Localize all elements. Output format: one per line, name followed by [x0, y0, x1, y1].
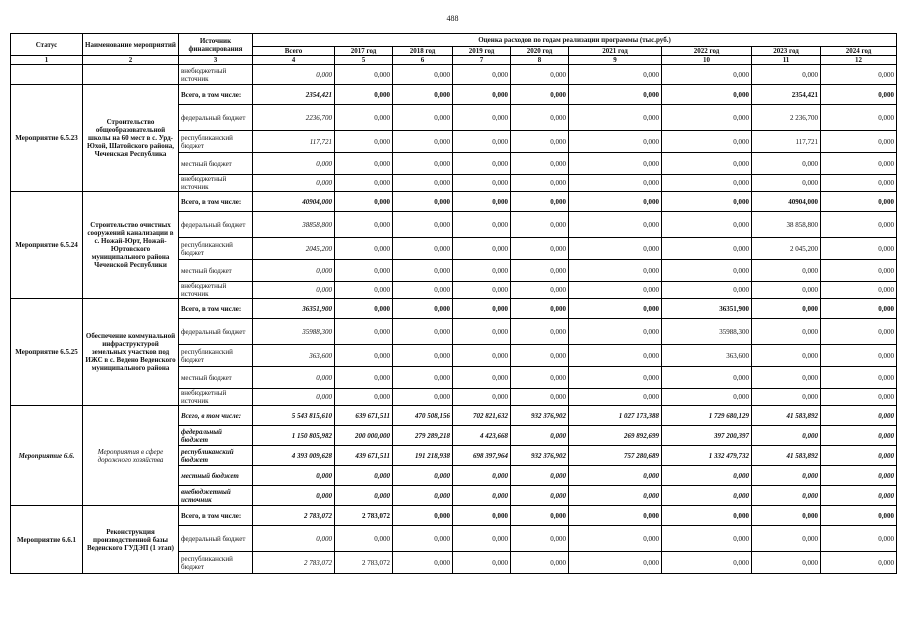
- measure-name-cell: Мероприятия в сфере дорожного хозяйства: [83, 406, 179, 506]
- value-cell: 0,000: [453, 65, 511, 85]
- value-cell: 2 236,700: [752, 105, 821, 131]
- col-index: 9: [569, 56, 662, 65]
- value-cell: 0,000: [253, 526, 335, 552]
- source-cell: внебюджетный источник: [179, 486, 253, 506]
- source-cell: Всего, в том числе:: [179, 299, 253, 319]
- value-cell: 0,000: [569, 260, 662, 282]
- value-cell: 0,000: [453, 367, 511, 389]
- value-cell: 0,000: [752, 65, 821, 85]
- value-cell: 0,000: [511, 319, 569, 345]
- value-cell: 2 783,072: [335, 552, 393, 574]
- value-cell: 0,000: [752, 486, 821, 506]
- source-cell: местный бюджет: [179, 367, 253, 389]
- source-cell: Всего, в том числе:: [179, 506, 253, 526]
- value-cell: 0,000: [253, 153, 335, 175]
- value-cell: 35988,300: [662, 319, 752, 345]
- value-cell: 0,000: [453, 299, 511, 319]
- source-cell: Всего, в том числе:: [179, 85, 253, 105]
- source-cell: внебюджетный источник: [179, 389, 253, 406]
- value-cell: 1 332 479,732: [662, 446, 752, 466]
- value-cell: 0,000: [393, 486, 453, 506]
- value-cell: 0,000: [335, 131, 393, 153]
- value-cell: 0,000: [253, 466, 335, 486]
- col-index: 5: [335, 56, 393, 65]
- source-cell: республиканский бюджет: [179, 238, 253, 260]
- status-cell: Мероприятие 6.6.: [11, 406, 83, 506]
- value-cell: 0,000: [569, 153, 662, 175]
- col-index: 7: [453, 56, 511, 65]
- table-row: [11, 85, 897, 105]
- value-cell: 0,000: [821, 105, 897, 131]
- value-cell: 0,000: [335, 282, 393, 299]
- col-index: 10: [662, 56, 752, 65]
- value-cell: 0,000: [511, 175, 569, 192]
- value-cell: 0,000: [662, 85, 752, 105]
- value-cell: 698 397,964: [453, 446, 511, 466]
- value-cell: 0,000: [335, 192, 393, 212]
- value-cell: 2 045,200: [752, 238, 821, 260]
- status-cell: Мероприятие 6.5.25: [11, 299, 83, 406]
- value-cell: 0,000: [453, 105, 511, 131]
- value-cell: 0,000: [511, 389, 569, 406]
- value-cell: 0,000: [393, 282, 453, 299]
- value-cell: 0,000: [569, 192, 662, 212]
- value-cell: 0,000: [453, 486, 511, 506]
- value-cell: 0,000: [453, 175, 511, 192]
- table-row: [11, 506, 897, 526]
- value-cell: 0,000: [511, 238, 569, 260]
- value-cell: 0,000: [569, 552, 662, 574]
- value-cell: 0,000: [335, 260, 393, 282]
- value-cell: 117,721: [752, 131, 821, 153]
- value-cell: 0,000: [569, 238, 662, 260]
- col-index: 12: [821, 56, 897, 65]
- value-cell: 0,000: [821, 260, 897, 282]
- value-cell: 0,000: [662, 526, 752, 552]
- col-index: 2: [83, 56, 179, 65]
- value-cell: 0,000: [569, 299, 662, 319]
- value-cell: 0,000: [569, 486, 662, 506]
- source-cell: республиканский бюджет: [179, 345, 253, 367]
- value-cell: 0,000: [453, 526, 511, 552]
- value-cell: 0,000: [393, 319, 453, 345]
- value-cell: 0,000: [821, 299, 897, 319]
- value-cell: 0,000: [335, 175, 393, 192]
- value-cell: 0,000: [821, 238, 897, 260]
- col-year-header: 2024 год: [821, 47, 897, 56]
- value-cell: 0,000: [569, 319, 662, 345]
- value-cell: 470 508,156: [393, 406, 453, 426]
- value-cell: 0,000: [662, 282, 752, 299]
- col-index: 6: [393, 56, 453, 65]
- measure-name-cell: [83, 65, 179, 85]
- value-cell: 397 200,397: [662, 426, 752, 446]
- value-cell: 0,000: [393, 238, 453, 260]
- value-cell: 0,000: [335, 85, 393, 105]
- value-cell: 363,600: [253, 345, 335, 367]
- value-cell: 0,000: [569, 175, 662, 192]
- value-cell: 0,000: [821, 552, 897, 574]
- source-cell: местный бюджет: [179, 153, 253, 175]
- value-cell: 639 671,511: [335, 406, 393, 426]
- value-cell: 0,000: [662, 192, 752, 212]
- value-cell: 0,000: [821, 153, 897, 175]
- value-cell: 2236,700: [253, 105, 335, 131]
- value-cell: 0,000: [752, 367, 821, 389]
- value-cell: 0,000: [569, 282, 662, 299]
- status-cell: Мероприятие 6.6.1: [11, 506, 83, 574]
- value-cell: 0,000: [821, 389, 897, 406]
- value-cell: 0,000: [821, 212, 897, 238]
- value-cell: 0,000: [821, 446, 897, 466]
- value-cell: 0,000: [569, 85, 662, 105]
- value-cell: 0,000: [821, 345, 897, 367]
- value-cell: 0,000: [752, 260, 821, 282]
- source-cell: внебюджетный источник: [179, 65, 253, 85]
- value-cell: 0,000: [393, 131, 453, 153]
- value-cell: 2 783,072: [253, 552, 335, 574]
- source-cell: федеральный бюджет: [179, 212, 253, 238]
- value-cell: 0,000: [253, 367, 335, 389]
- value-cell: 0,000: [662, 212, 752, 238]
- value-cell: 0,000: [253, 175, 335, 192]
- value-cell: 363,600: [662, 345, 752, 367]
- source-cell: федеральный бюджет: [179, 526, 253, 552]
- value-cell: 0,000: [511, 260, 569, 282]
- col-year-header: 2021 год: [569, 47, 662, 56]
- value-cell: 0,000: [253, 65, 335, 85]
- value-cell: 0,000: [453, 260, 511, 282]
- value-cell: 0,000: [453, 506, 511, 526]
- value-cell: 0,000: [752, 426, 821, 446]
- source-cell: республиканский бюджет: [179, 446, 253, 466]
- value-cell: 0,000: [253, 282, 335, 299]
- col-index: 11: [752, 56, 821, 65]
- value-cell: 0,000: [511, 466, 569, 486]
- value-cell: 932 376,902: [511, 446, 569, 466]
- value-cell: 0,000: [662, 389, 752, 406]
- value-cell: 36351,900: [662, 299, 752, 319]
- source-cell: внебюджетный источник: [179, 175, 253, 192]
- table-body: [11, 65, 897, 574]
- value-cell: 0,000: [393, 299, 453, 319]
- value-cell: 0,000: [752, 319, 821, 345]
- col-year-header: 2023 год: [752, 47, 821, 56]
- estimate-header: Оценка расходов по годам реализации программы (тыс.руб.): [253, 34, 897, 47]
- value-cell: 0,000: [821, 406, 897, 426]
- value-cell: 0,000: [752, 552, 821, 574]
- value-cell: 0,000: [511, 345, 569, 367]
- value-cell: 0,000: [511, 426, 569, 446]
- source-cell: местный бюджет: [179, 466, 253, 486]
- value-cell: 0,000: [662, 105, 752, 131]
- value-cell: 0,000: [511, 65, 569, 85]
- value-cell: 0,000: [511, 153, 569, 175]
- value-cell: 0,000: [752, 526, 821, 552]
- value-cell: 40904,000: [752, 192, 821, 212]
- value-cell: 0,000: [821, 506, 897, 526]
- value-cell: 2354,421: [253, 85, 335, 105]
- col-year-header: 2022 год: [662, 47, 752, 56]
- value-cell: 0,000: [511, 299, 569, 319]
- value-cell: 0,000: [662, 367, 752, 389]
- value-cell: 0,000: [569, 466, 662, 486]
- value-cell: 0,000: [393, 175, 453, 192]
- value-cell: 0,000: [662, 238, 752, 260]
- value-cell: 0,000: [335, 299, 393, 319]
- value-cell: 0,000: [393, 85, 453, 105]
- col-year-header: 2018 год: [393, 47, 453, 56]
- value-cell: 0,000: [511, 192, 569, 212]
- value-cell: 0,000: [511, 131, 569, 153]
- value-cell: 0,000: [453, 238, 511, 260]
- value-cell: 0,000: [752, 466, 821, 486]
- value-cell: 0,000: [511, 552, 569, 574]
- value-cell: 0,000: [511, 367, 569, 389]
- value-cell: 0,000: [393, 345, 453, 367]
- value-cell: 0,000: [393, 212, 453, 238]
- value-cell: 0,000: [253, 486, 335, 506]
- value-cell: 0,000: [662, 153, 752, 175]
- value-cell: 0,000: [335, 526, 393, 552]
- value-cell: 2354,421: [752, 85, 821, 105]
- col-name-header: Наименование мероприятий: [83, 34, 179, 56]
- value-cell: 0,000: [752, 299, 821, 319]
- value-cell: 269 892,699: [569, 426, 662, 446]
- status-cell: Мероприятие 6.5.23: [11, 85, 83, 192]
- value-cell: 0,000: [335, 345, 393, 367]
- value-cell: 0,000: [662, 552, 752, 574]
- col-index: 8: [511, 56, 569, 65]
- value-cell: 0,000: [821, 175, 897, 192]
- value-cell: 36351,900: [253, 299, 335, 319]
- value-cell: 0,000: [393, 65, 453, 85]
- col-index: 4: [253, 56, 335, 65]
- col-year-header: 2019 год: [453, 47, 511, 56]
- value-cell: 0,000: [453, 552, 511, 574]
- value-cell: 0,000: [453, 131, 511, 153]
- table-row: [11, 65, 897, 85]
- value-cell: 0,000: [511, 282, 569, 299]
- measure-name-cell: Строительство общеобразовательной школы на 60 мест в с. Урд-Юхой, Шатойского района, Чеченская Республика: [83, 85, 179, 192]
- value-cell: 0,000: [569, 389, 662, 406]
- measure-name-cell: Реконструкция производственной базы Веденского ГУДЭП (1 этап): [83, 506, 179, 574]
- value-cell: 0,000: [393, 552, 453, 574]
- value-cell: 40904,000: [253, 192, 335, 212]
- col-source-header: Источник финансирования: [179, 34, 253, 56]
- value-cell: 0,000: [393, 260, 453, 282]
- col-status-header: Статус: [11, 34, 83, 56]
- value-cell: 0,000: [662, 260, 752, 282]
- value-cell: 0,000: [453, 319, 511, 345]
- value-cell: 0,000: [821, 65, 897, 85]
- table-row: [11, 192, 897, 212]
- value-cell: 0,000: [511, 526, 569, 552]
- budget-table: [10, 33, 897, 574]
- value-cell: 0,000: [453, 192, 511, 212]
- source-cell: Всего, в том числе:: [179, 192, 253, 212]
- source-cell: внебюджетный источник: [179, 282, 253, 299]
- col-index: 3: [179, 56, 253, 65]
- value-cell: 0,000: [511, 506, 569, 526]
- value-cell: 0,000: [752, 153, 821, 175]
- value-cell: 0,000: [453, 345, 511, 367]
- source-cell: местный бюджет: [179, 260, 253, 282]
- value-cell: 0,000: [569, 131, 662, 153]
- value-cell: 0,000: [253, 260, 335, 282]
- value-cell: 0,000: [662, 466, 752, 486]
- value-cell: 279 289,218: [393, 426, 453, 446]
- value-cell: 0,000: [335, 367, 393, 389]
- value-cell: 0,000: [662, 486, 752, 506]
- value-cell: 0,000: [335, 486, 393, 506]
- value-cell: 2 783,072: [335, 506, 393, 526]
- value-cell: 0,000: [453, 282, 511, 299]
- value-cell: 0,000: [335, 65, 393, 85]
- value-cell: 0,000: [662, 506, 752, 526]
- value-cell: 0,000: [511, 486, 569, 506]
- value-cell: 0,000: [662, 175, 752, 192]
- value-cell: 0,000: [453, 85, 511, 105]
- table-row: [11, 299, 897, 319]
- source-cell: федеральный бюджет: [179, 319, 253, 345]
- source-cell: республиканский бюджет: [179, 131, 253, 153]
- col-year-header: 2020 год: [511, 47, 569, 56]
- value-cell: 0,000: [662, 131, 752, 153]
- measure-name-cell: Обеспечение коммунальной инфраструктурой земельных участков под ИЖС в с. Ведено Веденского муниципального района: [83, 299, 179, 406]
- source-cell: республиканский бюджет: [179, 552, 253, 574]
- source-cell: федеральный бюджет: [179, 105, 253, 131]
- col-index: 1: [11, 56, 83, 65]
- value-cell: 0,000: [752, 389, 821, 406]
- value-cell: 0,000: [453, 389, 511, 406]
- value-cell: 38858,800: [253, 212, 335, 238]
- value-cell: 191 218,938: [393, 446, 453, 466]
- value-cell: 0,000: [569, 526, 662, 552]
- value-cell: 1 729 680,129: [662, 406, 752, 426]
- col-total-header: Всего: [253, 47, 335, 56]
- value-cell: 35988,300: [253, 319, 335, 345]
- value-cell: 0,000: [821, 282, 897, 299]
- value-cell: 0,000: [569, 367, 662, 389]
- value-cell: 0,000: [393, 105, 453, 131]
- value-cell: 0,000: [569, 345, 662, 367]
- value-cell: 0,000: [511, 85, 569, 105]
- value-cell: 4 423,668: [453, 426, 511, 446]
- value-cell: 0,000: [335, 238, 393, 260]
- value-cell: 0,000: [821, 486, 897, 506]
- value-cell: 0,000: [821, 367, 897, 389]
- value-cell: 0,000: [335, 319, 393, 345]
- value-cell: 41 583,892: [752, 406, 821, 426]
- value-cell: 0,000: [393, 389, 453, 406]
- value-cell: 0,000: [335, 105, 393, 131]
- value-cell: 0,000: [393, 506, 453, 526]
- value-cell: 0,000: [511, 212, 569, 238]
- value-cell: 0,000: [821, 426, 897, 446]
- value-cell: 0,000: [752, 345, 821, 367]
- value-cell: 757 280,689: [569, 446, 662, 466]
- value-cell: 200 000,000: [335, 426, 393, 446]
- value-cell: 0,000: [821, 319, 897, 345]
- value-cell: 0,000: [335, 389, 393, 406]
- value-cell: 0,000: [569, 65, 662, 85]
- value-cell: 0,000: [453, 212, 511, 238]
- value-cell: 2 783,072: [253, 506, 335, 526]
- value-cell: 0,000: [335, 212, 393, 238]
- value-cell: 38 858,800: [752, 212, 821, 238]
- value-cell: 0,000: [393, 466, 453, 486]
- value-cell: 439 671,511: [335, 446, 393, 466]
- value-cell: 0,000: [393, 192, 453, 212]
- source-cell: Всего, в том числе:: [179, 406, 253, 426]
- value-cell: 2045,200: [253, 238, 335, 260]
- value-cell: 0,000: [821, 85, 897, 105]
- value-cell: 0,000: [821, 526, 897, 552]
- value-cell: 0,000: [335, 153, 393, 175]
- value-cell: 0,000: [752, 506, 821, 526]
- value-cell: 0,000: [821, 131, 897, 153]
- value-cell: 0,000: [569, 212, 662, 238]
- value-cell: 0,000: [569, 105, 662, 131]
- value-cell: 0,000: [662, 65, 752, 85]
- page-number: 488: [446, 14, 459, 23]
- col-year-header: 2017 год: [335, 47, 393, 56]
- value-cell: 0,000: [752, 175, 821, 192]
- value-cell: 0,000: [511, 105, 569, 131]
- value-cell: 1 027 173,388: [569, 406, 662, 426]
- value-cell: 0,000: [569, 506, 662, 526]
- value-cell: 0,000: [393, 526, 453, 552]
- status-cell: [11, 65, 83, 85]
- measure-name-cell: Строительство очистных сооружений канализации в с. Ножай-Юрт, Ножай-Юртовского муниципального района Чеченской Республики: [83, 192, 179, 299]
- value-cell: 702 821,632: [453, 406, 511, 426]
- value-cell: 4 393 009,628: [253, 446, 335, 466]
- value-cell: 0,000: [393, 367, 453, 389]
- source-cell: федеральный бюджет: [179, 426, 253, 446]
- value-cell: 5 543 815,610: [253, 406, 335, 426]
- value-cell: 41 583,892: [752, 446, 821, 466]
- value-cell: 0,000: [453, 466, 511, 486]
- value-cell: 0,000: [393, 153, 453, 175]
- value-cell: 0,000: [821, 192, 897, 212]
- value-cell: 1 150 805,982: [253, 426, 335, 446]
- table-row: [11, 406, 897, 426]
- value-cell: 932 376,902: [511, 406, 569, 426]
- value-cell: 0,000: [453, 153, 511, 175]
- value-cell: 0,000: [752, 282, 821, 299]
- value-cell: 0,000: [253, 389, 335, 406]
- value-cell: 0,000: [821, 466, 897, 486]
- value-cell: 0,000: [335, 466, 393, 486]
- status-cell: Мероприятие 6.5.24: [11, 192, 83, 299]
- value-cell: 117,721: [253, 131, 335, 153]
